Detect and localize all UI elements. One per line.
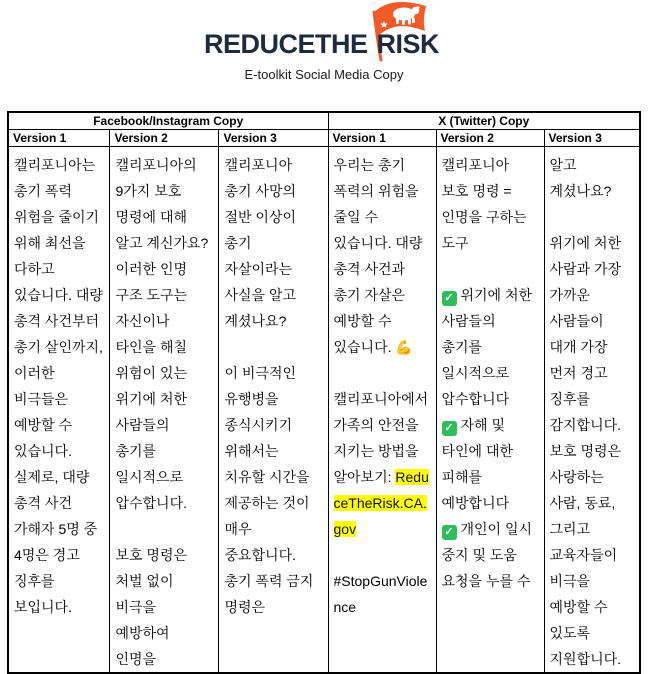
x-v1-link-prefix: 캘리포니아에서 가족의 안전을 지키는 방법을 알아보기:	[333, 391, 429, 485]
cell-x-version3	[544, 147, 640, 674]
fb-v3-paragraph-2: 이 비극적인 유행병을 종식시키기 위해서는 치유할 시간을 제공하는 것이 매우 중요합니다. 총기 폭력 금지 명령은	[224, 365, 314, 615]
check-mark-emoji: ✓	[442, 525, 457, 540]
x-v2-check-item-1-text: 위기에 처한 사람들의 총기를 일시적으로 압수합니다	[441, 287, 533, 407]
cell-fb-version3	[219, 147, 328, 674]
logo-text-reduce: REDUCE	[204, 29, 316, 59]
x-v3-paragraph-1: 알고 계셨나요?	[549, 157, 612, 199]
document-header	[0, 0, 648, 98]
x-v1-paragraph-1	[334, 152, 431, 360]
column-header-fb-version1: Version 1	[8, 130, 110, 147]
logo-wordmark	[204, 29, 439, 60]
fb-v1-paragraph: 캘리포니아는 총기 폭력 위험을 줄이기 위해 최선을 다하고 있습니다. 대량 총격 사건부터 총기 살인까지, 이러한 비극들은 예방할 수 있습니다. 실제로, 대량 총격 사건 가해자 5명 중 4명은 경고 징후를 보입니다.	[13, 157, 103, 615]
fb-v2-paragraph-1: 캘리포니아의 9가지 보호 명령에 대해 알고 계신가요? 이러한 인명 구조 도구는 자신이나 타인을 해칠 위험이 있는 위기에 처한 사람들의 총기를 일시적으로 압수합니다.	[115, 157, 209, 511]
column-header-fb-version3: Version 3	[219, 130, 328, 147]
flexed-biceps-emoji: 💪	[395, 339, 413, 355]
cell-x-version2	[436, 147, 544, 674]
x-v2-paragraph-1: 캘리포니아 보호 명령 = 인명을 구하는 도구	[441, 157, 527, 251]
reduce-the-risk-logo	[204, 2, 444, 62]
x-v1-paragraph-2	[334, 386, 431, 542]
fb-v3-paragraph-1: 캘리포니아 총기 사망의 절반 이상이 총기 자살이라는 사실을 알고 계셨나요?	[224, 157, 296, 329]
fb-v2-paragraph-2: 보호 명령은 처벌 없이 비극을 예방하여 인명을	[115, 547, 187, 667]
logo-text-risk: RISK	[376, 29, 440, 59]
x-v1-hashtag: #StopGunViolence	[333, 573, 428, 615]
x-v2-check-item-2	[442, 412, 539, 516]
social-media-copy-table	[7, 111, 641, 674]
x-v3-paragraph-2: 위기에 처한 사람과 가장 가까운 사람들이 대개 가장 먼저 경고 징후를 감지합니다. 보호 명령은 사랑하는 사람, 동료, 그리고 교육자들이 비극을 예방할 수 있도록 지원합니다.	[549, 235, 622, 667]
group-header-row	[8, 112, 640, 130]
x-v2-check-item-1	[442, 282, 539, 412]
column-header-x-version1: Version 1	[328, 130, 436, 147]
x-v2-check-item-3	[442, 516, 539, 594]
column-header-x-version2: Version 2	[436, 130, 544, 147]
column-header-x-version3: Version 3	[544, 130, 640, 147]
cell-x-version1	[328, 147, 436, 674]
table-header-facebook-instagram: Facebook/Instagram Copy	[8, 112, 328, 130]
version-header-row	[8, 130, 640, 147]
logo-text-the: THE	[315, 29, 368, 59]
reduce-the-risk-link[interactable]: ReduceTheRisk.CA.gov	[333, 469, 429, 537]
copy-body-row	[8, 147, 640, 674]
table-header-x-twitter: X (Twitter) Copy	[328, 112, 640, 130]
x-v1-paragraph-1-text: 우리는 총기 폭력의 위험을 줄일 수 있습니다. 대량 총격 사건과 총기 자살은 예방할 수 있습니다.	[333, 157, 423, 355]
cell-fb-version1	[8, 147, 110, 674]
cell-fb-version2	[110, 147, 219, 674]
check-mark-emoji: ✓	[442, 421, 457, 436]
x-v2-check-item-3-text: 개인이 일시 중지 및 도움 요청을 누를 수	[441, 521, 533, 589]
document-subtitle: E-toolkit Social Media Copy	[244, 67, 404, 82]
x-v2-check-item-2-text: 자해 및 타인에 대한 피해를 예방합니다	[441, 417, 514, 511]
check-mark-emoji: ✓	[442, 291, 457, 306]
column-header-fb-version2: Version 2	[110, 130, 219, 147]
